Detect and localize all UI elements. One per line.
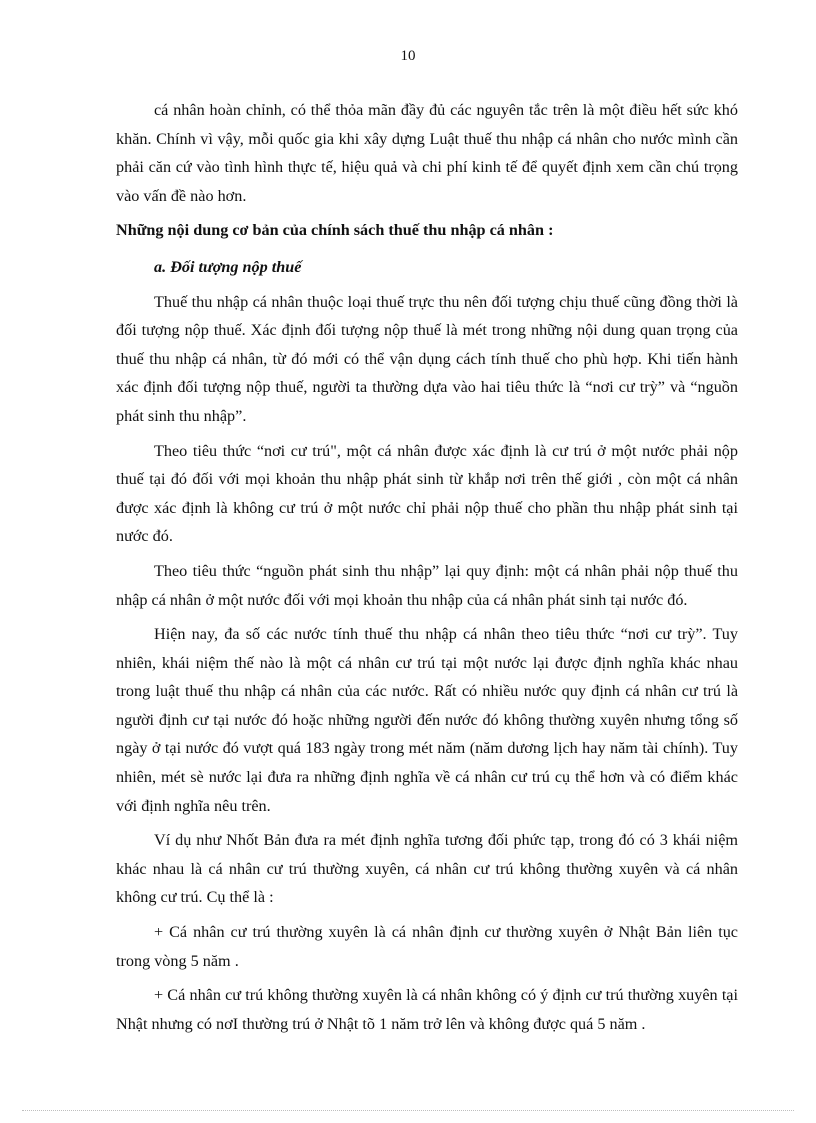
page-number: 10 (400, 48, 416, 64)
section-heading: Những nội dung cơ bản của chính sách thuế thu nhập cá nhân : (116, 221, 554, 240)
body-text (116, 96, 738, 1044)
paragraph: Theo tiêu thức “nơi cư trú", một cá nhân được xác định là cư trú ở một nước phải nộp thuế tại đó đối với mọi khoản thu nhập phát sinh từ khắp nơi trên thế giới , còn một cá nhân được xác định là không cư trú ở một nước chỉ phải nộp thuế cho phần thu nhập phát sinh tại nước đó. (116, 441, 738, 546)
paragraph-continuation: cá nhân hoàn chỉnh, có thể thỏa mãn đầy đủ các nguyên tắc trên là một điều hết sức khó khăn. Chính vì vậy, mỗi quốc gia khi xây dựng Luật thuế thu nhập cá nhân cho nước mình cần phải căn cứ vào tình hình thực tế, hiệu quả và chi phí kinh tế để quyết định xem cần chú trọng vào vấn đề nào hơn. (116, 101, 738, 205)
footer-divider (22, 1110, 794, 1111)
list-item: + Cá nhân cư trú không thường xuyên là cá nhân không có ý định cư trú thường xuyên tại Nhật nhưng có nơI thường trú ở Nhật tõ 1 năm trở lên và không được quá 5 năm . (116, 986, 738, 1033)
paragraph: Hiện nay, đa số các nước tính thuế thu nhập cá nhân theo tiêu thức “nơi cư trỳ”. Tuy nhiên, khái niệm thế nào là một cá nhân cư trú tại một nước lại được định nghĩa khác nhau trong luật thuế thu nhập cá nhân của các nước. Rất có nhiều nước quy định cá nhân cư trú là người định cư tại nước đó hoặc những người đến nước đó không thường xuyên nhưng tổng số ngày ở tại nước đó vượt quá 183 ngày trong mét năm (năm dương lịch hay năm tài chính). Tuy nhiên, mét sè nước lại đưa ra những định nghĩa về cá nhân cư trú cụ thể hơn và có điểm khác với định nghĩa nêu trên. (116, 625, 738, 815)
subsection-heading: a. Đối tượng nộp thuế (154, 257, 302, 276)
paragraph: Thuế thu nhập cá nhân thuộc loại thuế trực thu nên đối tượng chịu thuế cũng đồng thời là đối tượng nộp thuế. Xác định đối tượng nộp thuế là mét trong những nội dung quan trọng của thuế thu nhập cá nhân, từ đó mới có thể vận dụng cách tính thuế cho phù hợp. Khi tiến hành xác định đối tượng nộp thuế, người ta thường dựa vào hai tiêu thức là “nơi cư trỳ” và “nguồn phát sinh thu nhập”. (116, 292, 738, 425)
paragraph: Theo tiêu thức “nguồn phát sinh thu nhập” lại quy định: một cá nhân phải nộp thuế thu nhập cá nhân ở một nước đối với mọi khoản thu nhập của cá nhân phát sinh tại nước đó. (116, 561, 738, 609)
paragraph: Ví dụ như Nhốt Bản đưa ra mét định nghĩa tương đối phức tạp, trong đó có 3 khái niệm khác nhau là cá nhân cư trú thường xuyên, cá nhân cư trú không thường xuyên và cá nhân không cư trú. Cụ thể là : (116, 831, 738, 907)
list-item: + Cá nhân cư trú thường xuyên là cá nhân định cư thường xuyên ở Nhật Bản liên tục trong vòng 5 năm . (116, 923, 738, 970)
